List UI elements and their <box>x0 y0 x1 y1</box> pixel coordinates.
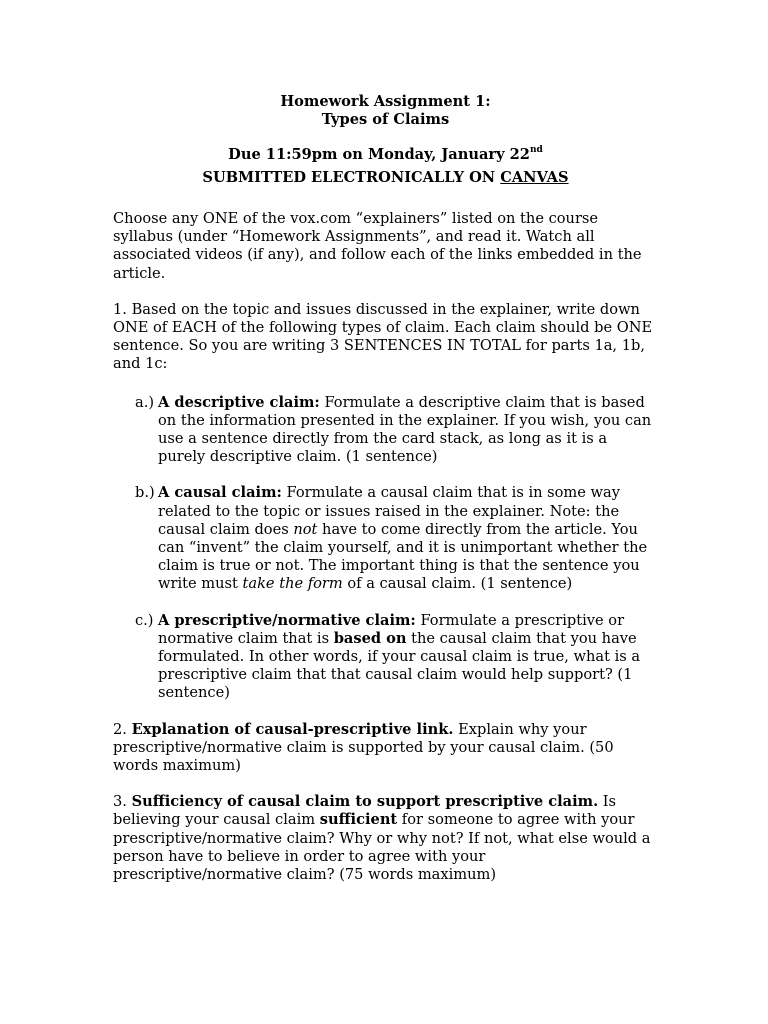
submission-text: SUBMITTED ELECTRONICALLY ON <box>202 169 501 186</box>
descriptive-claim-heading: A descriptive claim: <box>158 393 320 411</box>
question-3-heading: Sufficiency of causal claim to support prescriptive claim. <box>131 793 599 811</box>
question-1-text: 1. Based on the topic and issues discussed in the explainer, write down ONE of EACH of the following types of claim. Each claim should be ONE sentence. So you are writing 3 SENTENCES IN TOTAL for parts 1a, 1b, and 1c: <box>113 300 653 373</box>
list-item-1a-body <box>158 394 658 467</box>
causal-claim-text-2: have to come directly from the article. You can “invent” the claim yourself, and it is unimportant whether the claim is true or not. The important thing is that the sentence you write must <box>158 520 648 593</box>
question-3 <box>113 793 658 884</box>
question-2-heading: Explanation of causal-prescriptive link. <box>131 720 454 738</box>
due-date <box>113 145 658 165</box>
prescriptive-claim-text-2: the causal claim that you have formulated. In other words, if your causal claim is true, what is a prescriptive claim that that causal claim would help support? (1 sentence) <box>158 629 641 702</box>
list-item-1c-body <box>158 612 658 703</box>
question-3-text-1: Is believing your causal claim <box>113 793 617 829</box>
list-item-1c <box>135 612 658 703</box>
causal-claim-emphasis-1: not <box>293 520 318 538</box>
causal-claim-heading: A causal claim: <box>158 484 282 502</box>
question-3-text-2: for someone to agree with your prescriptive/normative claim? Why or why not? If not, what else would a person have to believe in order to agree with your prescriptive/normative claim? (75 words maximum) <box>113 811 651 884</box>
document-page <box>113 93 658 902</box>
list-marker-c: c.) <box>135 611 154 629</box>
list-item-1a <box>135 394 658 467</box>
submission-instruction <box>113 168 658 188</box>
prescriptive-claim-heading: A prescriptive/normative claim: <box>158 611 416 629</box>
due-date-text: Due 11:59pm on Monday, January 22 <box>228 146 530 163</box>
question-2-number: 2. <box>113 720 132 738</box>
prescriptive-claim-text-1: Formulate a prescriptive or normative claim that is <box>158 611 625 647</box>
question-2 <box>113 721 658 776</box>
question-3-bold-1: sufficient <box>319 811 398 829</box>
question-1-sublist <box>113 394 658 703</box>
list-marker-a: a.) <box>135 393 155 411</box>
causal-claim-text-3: of a causal claim. (1 sentence) <box>342 575 573 593</box>
document-title-line-1: Homework Assignment 1: <box>280 93 491 110</box>
list-item-1b <box>135 484 658 593</box>
prescriptive-claim-bold-1: based on <box>333 629 407 647</box>
submission-platform: CANVAS <box>500 169 569 186</box>
intro-paragraph: Choose any ONE of the vox.com “explainers” listed on the course syllabus (under “Homework Assignments”, and read it. Watch all associated videos (if any), and follow each of the links embedded in the article. <box>113 210 642 282</box>
question-3-number: 3. <box>113 793 132 811</box>
descriptive-claim-text: Formulate a descriptive claim that is based on the information presented in the explainer. If you wish, you can use a sentence directly from the card stack, as long as it is a purely descriptive claim. (1 sentence) <box>158 393 652 466</box>
due-date-suffix: nd <box>529 145 543 156</box>
document-title-line-2: Types of Claims <box>321 111 450 128</box>
list-marker-b: b.) <box>135 484 155 502</box>
list-item-1b-body <box>158 484 658 593</box>
question-2-text: Explain why your prescriptive/normative claim is supported by your causal claim. (50 words maximum) <box>113 720 614 775</box>
causal-claim-emphasis-2: take the form <box>242 575 343 593</box>
causal-claim-text-1: Formulate a causal claim that is in some way related to the topic or issues raised in the explainer. Note: the causal claim does <box>158 484 620 538</box>
